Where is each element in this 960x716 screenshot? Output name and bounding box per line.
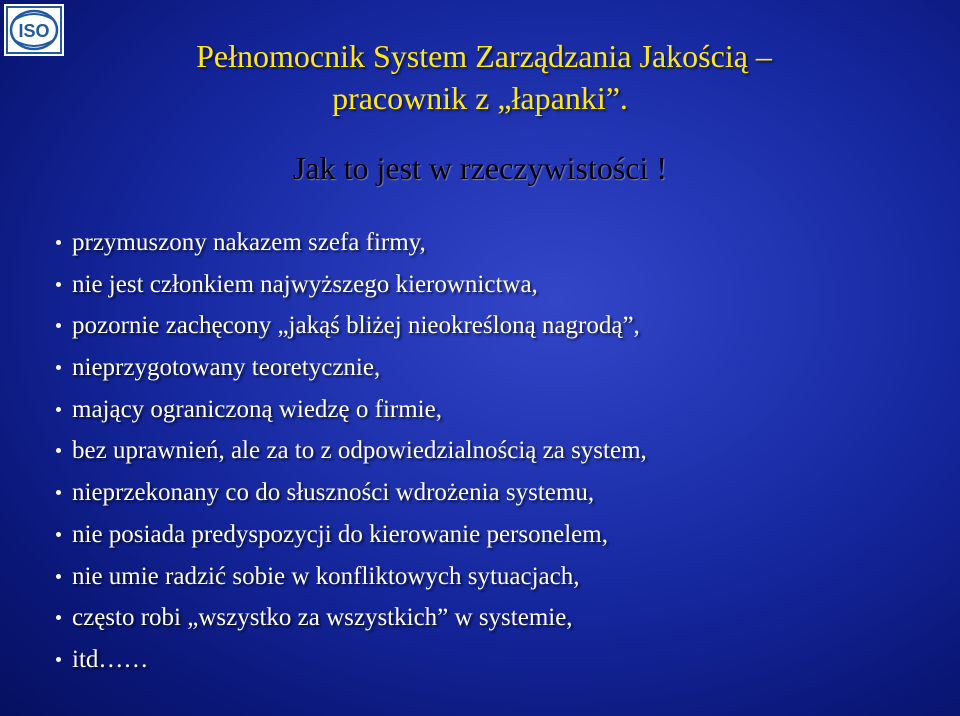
bullet-text: mający ograniczoną wiedzę o firmie, xyxy=(72,395,442,423)
bullet-item xyxy=(52,639,647,681)
subtitle: Jak to jest w rzeczywistości ! xyxy=(292,150,668,186)
bullet-text: nieprzekonany co do słuszności wdrożenia systemu, xyxy=(72,479,595,507)
bullet-text: nie posiada predyspozycji do kierowanie personelem, xyxy=(72,520,608,548)
bullet-dot-icon xyxy=(56,323,61,328)
bullet-text: bez uprawnień, ale za to z odpowiedzialnością za system, xyxy=(72,437,647,465)
bullet-dot-icon xyxy=(56,282,61,287)
bullet-dot-icon xyxy=(56,448,61,453)
bullet-item xyxy=(52,389,647,431)
bullet-item xyxy=(52,430,647,472)
bullet-dot-icon xyxy=(56,490,61,495)
bullet-item xyxy=(52,264,647,306)
bullet-dot-icon xyxy=(56,365,61,370)
bullet-text: pozornie zachęcony „jakąś bliżej nieokreśloną nagrodą”, xyxy=(72,312,640,340)
bullet-text: nie umie radzić sobie w konfliktowych sytuacjach, xyxy=(72,562,580,590)
bullet-text: itd…… xyxy=(72,645,149,673)
bullet-text: nie jest członkiem najwyższego kierownictwa, xyxy=(72,270,538,298)
bullet-item xyxy=(52,472,647,514)
logo-text: ISO xyxy=(18,21,50,41)
bullet-item xyxy=(52,305,647,347)
bullet-dot-icon xyxy=(56,574,61,579)
bullet-text: nieprzygotowany teoretycznie, xyxy=(72,354,381,382)
bullet-list xyxy=(52,222,647,681)
bullet-item xyxy=(52,347,647,389)
bullet-dot-icon xyxy=(56,615,61,620)
title-line-1: Pełnomocnik System Zarządzania Jakością – xyxy=(196,38,772,74)
bullet-dot-icon xyxy=(56,657,61,662)
bullet-item xyxy=(52,556,647,598)
bullet-dot-icon xyxy=(56,407,61,412)
bullet-text: często robi „wszystko za wszystkich” w systemie, xyxy=(72,604,573,632)
bullet-item xyxy=(52,597,647,639)
bullet-dot-icon xyxy=(56,532,61,537)
bullet-item xyxy=(52,222,647,264)
bullet-dot-icon xyxy=(56,240,61,245)
bullet-item xyxy=(52,514,647,556)
title-line-2: pracownik z „łapanki”. xyxy=(332,80,628,116)
bullet-text: przymuszony nakazem szefa firmy, xyxy=(72,229,426,256)
